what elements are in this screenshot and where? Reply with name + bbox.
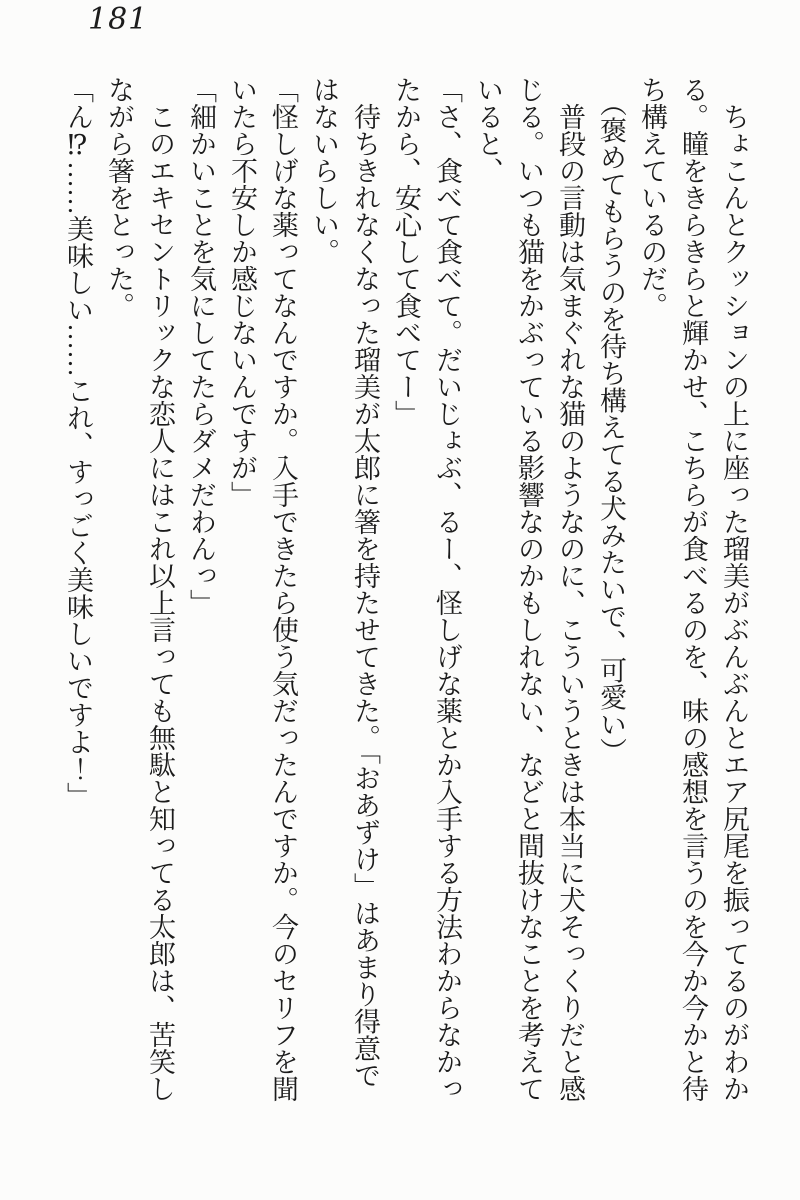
paragraph-inner-thought: （褒めてもらうのを待ち構えてる犬みたいで、可愛い） [596,76,626,765]
page-number: 181 [88,2,149,37]
paragraph-dialogue: 「ん⁉……美味しい……これ、すっごく美味しいですよ！」 [63,76,93,809]
paragraph-narration: 待ちきれなくなった瑠美が太郎に箸を持たせてきた。「おあずけ」はあまり得意ではないらしい。 [309,76,380,1089]
paragraph-dialogue: 「さ、食べて食べて。だいじょぶ、るー、怪しげな薬とか入手する方法わからなかったから、安心して食べてー」 [391,76,462,1102]
paragraph-dialogue: 「細かいことを気にしてたらダメだわんっ」 [186,76,216,616]
paragraph-dialogue: 「怪しげな薬ってなんですか。入手できたら使う気だったんですか。今のセリフを聞いたら不安しか感じないんですが」 [227,76,298,1102]
body-text [57,76,754,1102]
paragraph-narration: 普段の言動は気まぐれな猫のようなのに、こういうときは本当に犬そっくりだと感じる。いつも猫をかぶっている影響なのかもしれない、などと間抜けなことを考えていると、 [473,76,585,1102]
paragraph-narration: ちょこんとクッションの上に座った瑠美がぶんぶんとエア尻尾を振ってるのがわかる。瞳をきらきらと輝かせ、こちらが食べるのを、味の感想を言うのを今か今かと待ち構えているのだ。 [637,76,749,1102]
paragraph-narration: このエキセントリックな恋人にはこれ以上言っても無駄と知ってる太郎は、苦笑しながら箸をとった。 [104,76,175,1102]
